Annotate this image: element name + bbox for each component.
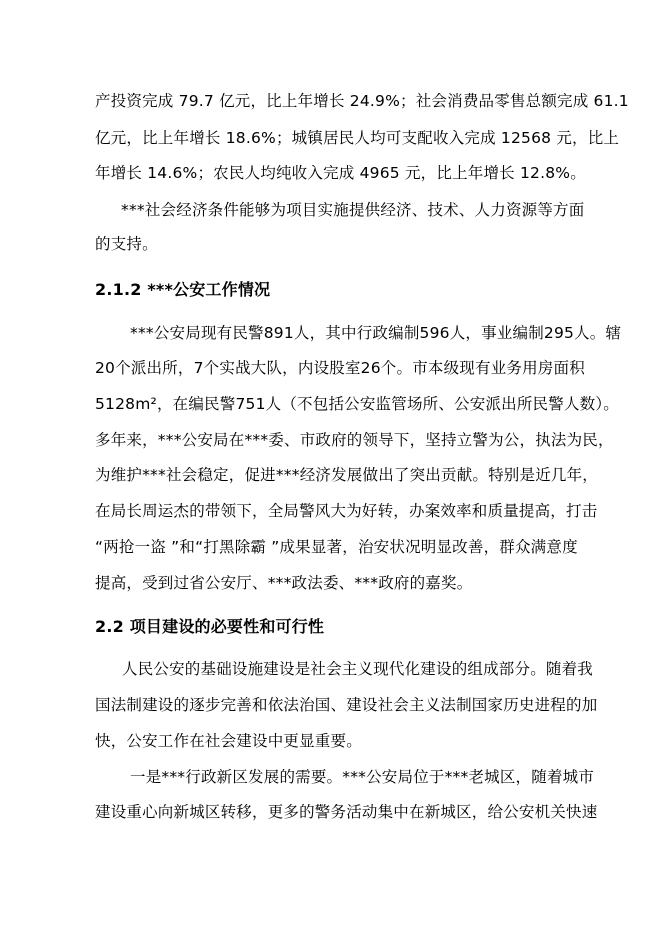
text-line: 国法制建设的逐步完善和依法治国、建设社会主义法制国家历史进程的加	[95, 696, 598, 714]
text-line: ***公安局现有民警891人，其中行政编制596人，事业编制295人。辖	[130, 324, 622, 342]
text-line: 多年来，***公安局在***委、市政府的领导下，坚持立警为公，执法为民，	[95, 431, 614, 449]
text-line: 快，公安工作在社会建设中更显重要。	[95, 732, 362, 750]
text-line: “两抢一盗 ”和“打黑除霸 ”成果显著，治安状况明显改善，群众满意度	[95, 538, 578, 556]
text-line: 20个派出所，7个实战大队，内设股室26个。市本级现有业务用房面积	[95, 359, 585, 377]
text-line: 一是***行政新区发展的需要。***公安局位于***老城区，随着城市	[130, 768, 595, 786]
section-heading: 2.1.2 ***公安工作情况	[95, 280, 271, 299]
text-line: ***社会经济条件能够为项目实施提供经济、技术、人力资源等方面	[121, 201, 585, 219]
text-line: 5128m²，在编民警751人（不包括公安监管场所、公安派出所民警人数）。	[95, 395, 619, 413]
text-line: 建设重心向新城区转移，更多的警务活动集中在新城区，给公安机关快速	[95, 803, 598, 821]
text-line: 在局长周运杰的带领下，全局警风大为好转，办案效率和质量提高，打击	[95, 502, 598, 520]
text-line: 人民公安的基础设施建设是社会主义现代化建设的组成部分。随着我	[122, 660, 594, 678]
text-line: 年增长 14.6%；农民人均纯收入完成 4965 元，比上年增长 12.8%。	[95, 164, 586, 182]
section-heading: 2.2 项目建设的必要性和可行性	[95, 617, 325, 636]
text-line: 产投资完成 79.7 亿元，比上年增长 24.9%；社会消费品零售总额完成 61.1	[95, 92, 629, 110]
text-line: 亿元，比上年增长 18.6%；城镇居民人均可支配收入完成 12568 元，比上	[95, 129, 620, 147]
text-line: 为维护***社会稳定，促进***经济发展做出了突出贡献。特别是近几年，	[95, 466, 599, 484]
text-line: 提高，受到过省公安厅、***政法委、***政府的嘉奖。	[95, 574, 473, 592]
text-line: 的支持。	[95, 235, 158, 253]
